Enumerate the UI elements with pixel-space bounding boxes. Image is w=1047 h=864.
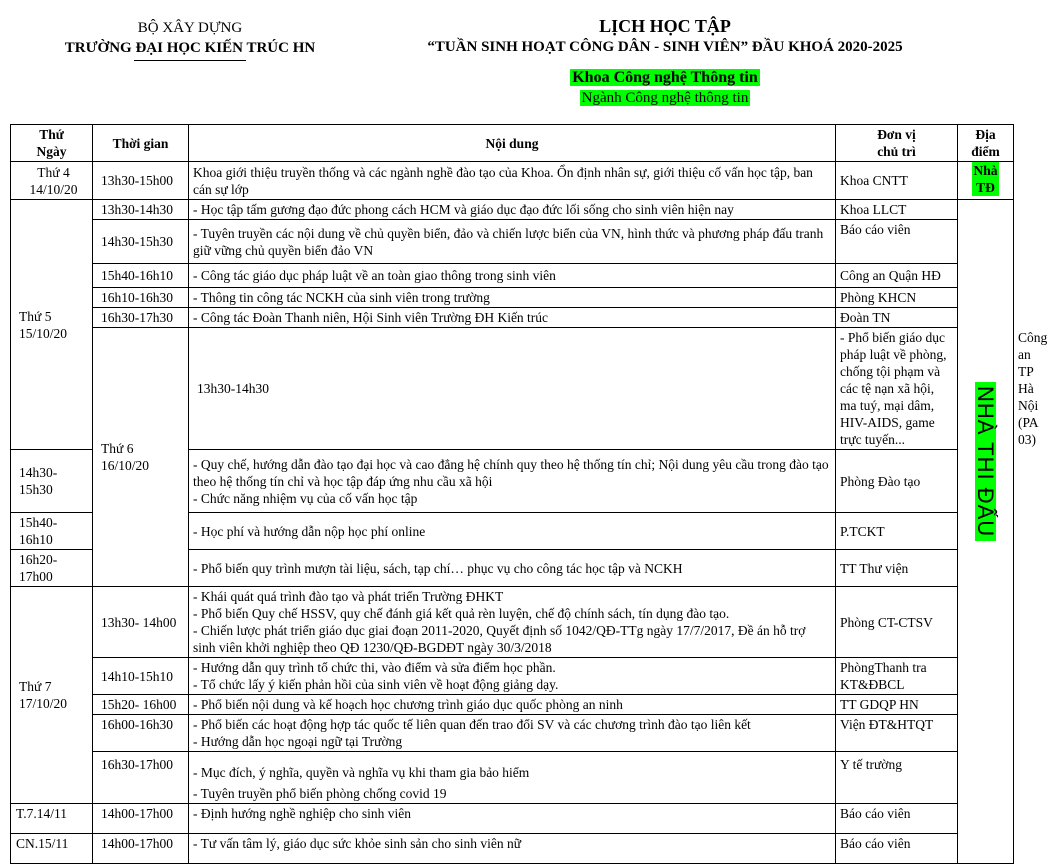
content-cell: - Định hướng nghề nghiệp cho sinh viên — [189, 804, 836, 834]
schedule-title: LỊCH HỌC TẬP — [599, 16, 731, 36]
table-row: Thứ 6 16/10/20 13h30-14h30 - Phổ biến giáo dục pháp luật về phòng, chống tội phạm và các tệ nạn xã hội, ma tuý, mại dâm, HIV-AIDS, game trực tuyến... Công an TP Hà Nội (PA 03) — [11, 328, 1014, 450]
location-cell — [958, 200, 1014, 864]
table-header-row — [11, 125, 1014, 162]
table-row — [11, 715, 1014, 752]
time-cell: 13h30- 14h00 — [93, 587, 189, 658]
col-unit-header: Đơn vị chủ trì — [836, 125, 958, 162]
col-day-header: Thứ Ngày — [11, 125, 93, 162]
table-row — [11, 834, 1014, 864]
content-cell: - Tư vấn tâm lý, giáo dục sức khỏe sinh sản cho sinh viên nữ — [189, 834, 836, 864]
table-row — [11, 752, 1014, 804]
content-cell: - Tuyên truyền các nội dung về chủ quyền biển, đảo và chiến lược biển của VN, hình thức và phương pháp đấu tranh giữ vững chủ quyền biển đảo VN — [189, 220, 836, 264]
major-name: Ngành Công nghệ thông tin — [581, 90, 749, 106]
content-cell: - Khái quát quá trình đào tạo và phát triển Trường ĐHKT - Phổ biến Quy chế HSSV, quy chế đánh giá kết quả rèn luyện, chế độ chính sách, tín dụng đào tạo. - Chiến lược phát triển giáo dục giai đoạn 2011-2020, Quyết định số 1042/QĐ-TTg ngày 17/7/2017, Đề án hỗ trợ sinh viên khởi nghiệp theo QĐ 1230/QĐ-BGDĐT ngày 30/3/2018 — [189, 587, 836, 658]
time-cell: 13h30-14h30 — [93, 200, 189, 220]
table-row — [11, 695, 1014, 715]
col-content-header: Nội dung — [189, 125, 836, 162]
schedule-subtitle: “TUẦN SINH HOẠT CÔNG DÂN - SINH VIÊN” ĐẦU KHOÁ 2020-2025 — [427, 39, 903, 55]
content-cell: - Quy chế, hướng dẫn đào tạo đại học và cao đẳng hệ chính quy theo hệ thống tín chỉ; Nội dung yêu cầu trong đào tạo theo hệ thống tín chỉ và học tập đáp ứng nhu cầu xã hội - Chức năng nhiệm vụ của cố vấn học tập — [189, 450, 836, 513]
time-cell: 14h00-17h00 — [93, 834, 189, 864]
day-cell: Thứ 7 17/10/20 — [11, 587, 93, 804]
content-cell: - Công tác giáo dục pháp luật về an toàn giao thông trong sinh viên — [189, 264, 836, 288]
location-first: Nhà TĐ — [973, 163, 998, 195]
time-cell: 14h00-17h00 — [93, 804, 189, 834]
time-cell: 13h30-15h00 — [93, 162, 189, 200]
day-cell: CN.15/11 — [11, 834, 93, 864]
col-time-header: Thời gian — [93, 125, 189, 162]
unit-cell: Phòng CT-CTSV — [836, 587, 958, 658]
time-cell: 15h20- 16h00 — [93, 695, 189, 715]
time-cell: 15h40-16h10 — [11, 513, 93, 550]
table-row — [11, 200, 1014, 220]
content-cell: - Học phí và hướng dẫn nộp học phí online — [189, 513, 836, 550]
content-cell: Khoa giới thiệu truyền thống và các ngành nghề đào tạo của Khoa. Ổn định nhân sự, giới thiệu cố vấn học tập, ban cán sự lớp — [189, 162, 836, 200]
unit-cell: TT GDQP HN — [836, 695, 958, 715]
content-cell: - Mục đích, ý nghĩa, quyền và nghĩa vụ khi tham gia bảo hiểm - Tuyên truyền phổ biến phòng chống covid 19 — [189, 752, 836, 804]
content-cell: - Công tác Đoàn Thanh niên, Hội Sinh viên Trường ĐH Kiến trúc — [189, 308, 836, 328]
schedule-table — [10, 124, 1047, 864]
table-row — [11, 220, 1014, 264]
unit-cell: Đoàn TN — [836, 308, 958, 328]
content-cell: - Phổ biến các hoạt động hợp tác quốc tế liên quan đến trao đổi SV và các chương trình đào tạo liên kết - Hướng dẫn học ngoại ngữ tại Trường — [189, 715, 836, 752]
day-cell: Thứ 5 15/10/20 — [11, 200, 93, 450]
unit-cell: P.TCKT — [836, 513, 958, 550]
table-row — [11, 587, 1014, 658]
col-location-header: Địa điểm — [958, 125, 1014, 162]
unit-cell: TT Thư viện — [836, 550, 958, 587]
unit-cell: Khoa LLCT — [836, 200, 958, 220]
time-cell: 16h00-16h30 — [93, 715, 189, 752]
time-cell: 14h30-15h30 — [11, 450, 93, 513]
table-row — [11, 804, 1014, 834]
content-cell: - Phổ biến nội dung và kế hoạch học chương trình giáo dục quốc phòng an ninh — [189, 695, 836, 715]
time-cell: 16h30-17h00 — [93, 752, 189, 804]
header-left — [40, 18, 340, 61]
unit-cell: Viện ĐT&HTQT — [836, 715, 958, 752]
unit-cell: PhòngThanh tra KT&ĐBCL — [836, 658, 958, 695]
location-cell — [958, 162, 1014, 200]
unit-cell: Y tế trường — [836, 752, 958, 804]
unit-cell: Công an Quận HĐ — [836, 264, 958, 288]
day-cell: Thứ 6 16/10/20 — [93, 328, 189, 587]
unit-cell: Báo cáo viên — [836, 220, 958, 264]
day-cell: T.7.14/11 — [11, 804, 93, 834]
day-cell: Thứ 4 14/10/20 — [11, 162, 93, 200]
table-row — [11, 658, 1014, 695]
time-cell: 16h10-16h30 — [93, 288, 189, 308]
location-vertical: NHÀ THI ĐẤU — [975, 382, 996, 541]
time-cell: 16h30-17h30 — [93, 308, 189, 328]
table-row — [11, 162, 1014, 200]
faculty-block — [345, 68, 985, 108]
table-row — [11, 288, 1014, 308]
content-cell: - Phổ biến giáo dục pháp luật về phòng, chống tội phạm và các tệ nạn xã hội, ma tuý, mại dâm, HIV-AIDS, game trực tuyến... — [836, 328, 958, 450]
ministry-name: BỘ XÂY DỰNG — [137, 20, 243, 36]
content-cell: - Học tập tấm gương đạo đức phong cách HCM và giáo dục đạo đức lối sống cho sinh viên hiện nay — [189, 200, 836, 220]
table-row — [11, 308, 1014, 328]
unit-cell: Phòng KHCN — [836, 288, 958, 308]
content-cell: - Hướng dẫn quy trình tổ chức thi, vào điểm và sửa điểm học phần. - Tổ chức lấy ý kiến phản hồi của sinh viên về hoạt động giảng dạy. — [189, 658, 836, 695]
time-cell: 14h10-15h10 — [93, 658, 189, 695]
table-row — [11, 264, 1014, 288]
unit-cell: Báo cáo viên — [836, 834, 958, 864]
content-cell: - Thông tin công tác NCKH của sinh viên trong trường — [189, 288, 836, 308]
time-cell: 16h20-17h00 — [11, 550, 93, 587]
time-cell: 14h30-15h30 — [93, 220, 189, 264]
university-name: TRƯỜNG ĐẠI HỌC KIẾN TRÚC HN — [64, 40, 316, 56]
unit-cell: Báo cáo viên — [836, 804, 958, 834]
content-cell: - Phổ biến quy trình mượn tài liệu, sách, tạp chí… phục vụ cho công tác học tập và NCKH — [189, 550, 836, 587]
header-underline — [134, 60, 246, 61]
unit-cell: Khoa CNTT — [836, 162, 958, 200]
faculty-name: Khoa Công nghệ Thông tin — [572, 69, 758, 86]
unit-cell: Phòng Đào tạo — [836, 450, 958, 513]
header-right — [345, 15, 985, 57]
time-cell: 15h40-16h10 — [93, 264, 189, 288]
time-cell: 13h30-14h30 — [189, 328, 836, 450]
